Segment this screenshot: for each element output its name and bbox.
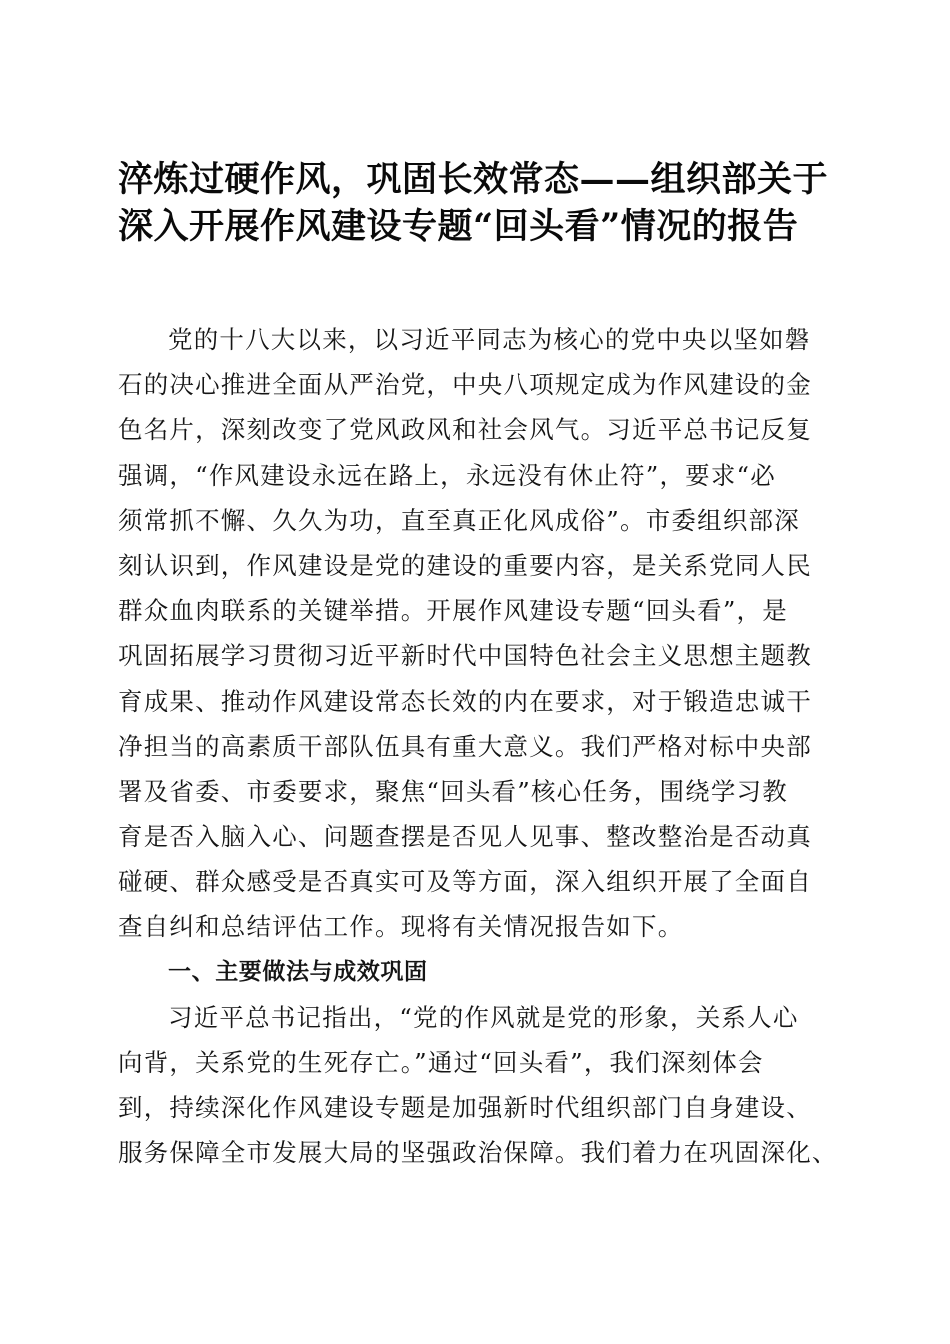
title-line-2: 深入开展作风建设专题“回头看”情况的报告: [118, 206, 799, 247]
paragraph-line: 署及省委、市委要求，聚焦“回头看”核心任务，围绕学习教: [118, 776, 788, 806]
document-title: [118, 156, 838, 250]
section-heading: 一、主要做法与成效巩固: [168, 958, 428, 985]
paragraph-line: 到，持续深化作风建设专题是加强新时代组织部门自身建设、: [118, 1093, 812, 1123]
paragraph-line: 查自纠和总结评估工作。现将有关情况报告如下。: [118, 912, 684, 942]
paragraph-line: 习近平总书记指出，“党的作风就是党的形象，关系人心: [168, 1002, 799, 1032]
paragraph-line: 刻认识到，作风建设是党的建设的重要内容，是关系党同人民: [118, 550, 812, 580]
document-body: [118, 317, 838, 1176]
paragraph-line: 巩固拓展学习贯彻习近平新时代中国特色社会主义思想主题教: [118, 641, 812, 671]
paragraph-line: 须常抓不懈、久久为功，直至真正化风成俗”。市委组织部深: [118, 505, 800, 535]
paragraph-line: 服务保障全市发展大局的坚强政治保障。我们着力在巩固深化、: [118, 1138, 838, 1168]
paragraph-line: 强调，“作风建设永远在路上，永远没有休止符”，要求“必: [118, 460, 776, 490]
paragraph-line: 石的决心推进全面从严治党，中央八项规定成为作风建设的金: [118, 370, 812, 400]
paragraph-line: 碰硬、群众感受是否真实可及等方面，深入组织开展了全面自: [118, 867, 812, 897]
paragraph-line: 色名片，深刻改变了党风政风和社会风气。习近平总书记反复: [118, 415, 812, 445]
paragraph-line: 育成果、推动作风建设常态长效的内在要求，对于锻造忠诚干: [118, 686, 812, 716]
paragraph-line: 净担当的高素质干部队伍具有重大意义。我们严格对标中央部: [118, 731, 812, 761]
paragraph-line: 育是否入脑入心、问题查摆是否见人见事、整改整治是否动真: [118, 822, 812, 852]
paragraph-line: 向背，关系党的生死存亡。”通过“回头看”，我们深刻体会: [118, 1048, 764, 1077]
paragraph-line: 群众血肉联系的关键举措。开展作风建设专题“回头看”，是: [118, 596, 788, 626]
title-line-1: 淬炼过硬作风，巩固长效常态——组织部关于: [118, 159, 829, 200]
paragraph-line: 党的十八大以来，以习近平同志为核心的党中央以坚如磐: [168, 325, 811, 354]
